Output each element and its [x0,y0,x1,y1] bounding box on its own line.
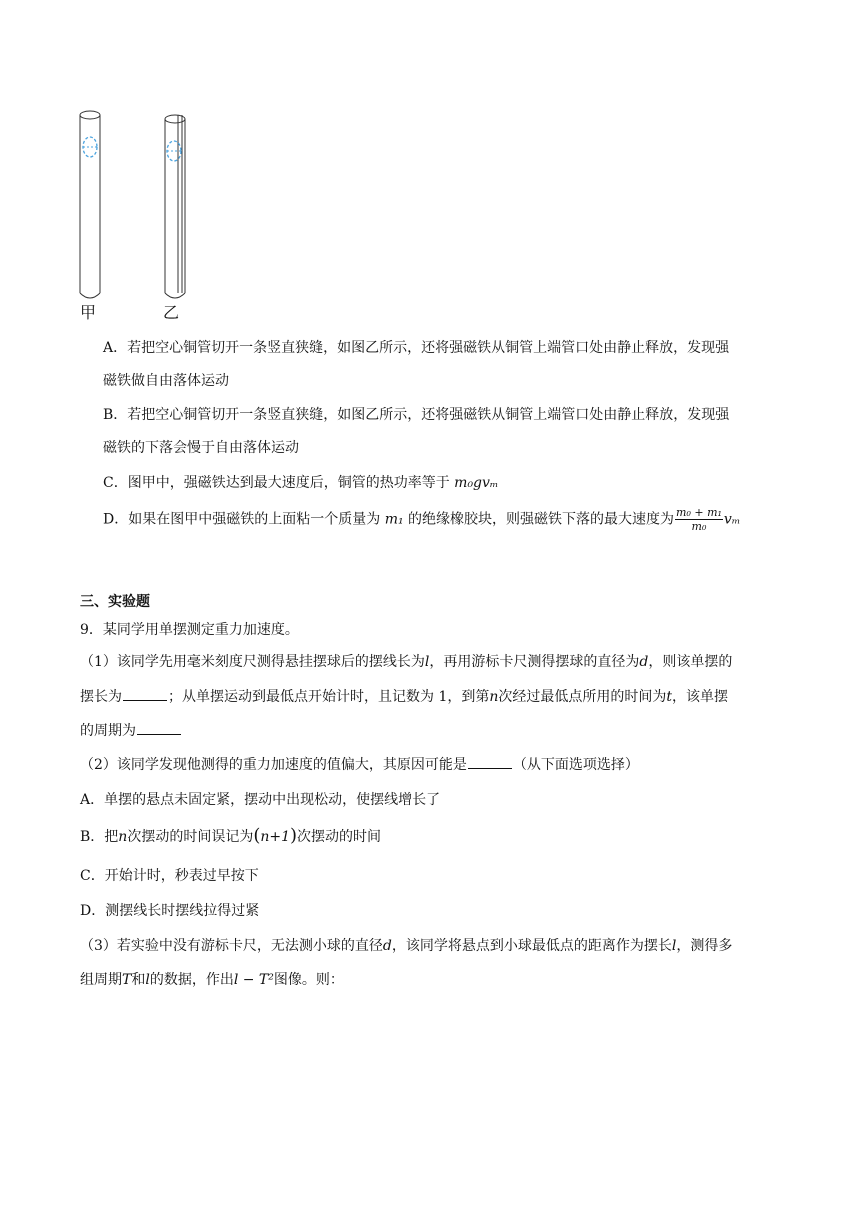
answer-blank[interactable] [137,720,181,735]
math-n-plus-1: n+1 [260,829,291,845]
var-l: l [671,938,677,954]
q9-p1-text: ，再用游标卡尺测得摆球的直径为 [429,654,640,670]
q9-p1-text: 摆长为 [80,689,122,705]
q9-part3-line2 [80,970,344,990]
tube-jia-figure [70,105,120,305]
q9-p2-text: （2）该同学发现他测得的重力加速度的值偏大，其原因可能是 [80,757,467,773]
magnet-icon [83,137,97,157]
option-c-text: C．图甲中，强磁铁达到最大速度后，铜管的热功率等于 [103,475,450,491]
magnet-icon [167,141,181,161]
q9-p3-text: ，测得多 [676,938,733,954]
option-d [103,506,740,533]
q9-p3-text: （3）若实验中没有游标卡尺，无法测小球的直径 [80,938,383,954]
q9-p1-text: ，则该单摆的 [648,654,733,670]
q9-part1-line1 [80,652,732,672]
option-d-pre: D．如果在图甲中强磁铁的上面粘一个质量为 [103,511,381,528]
var-l: l [424,654,430,670]
paren-right: ) [290,825,298,846]
q9-option-b [80,826,381,847]
figure-label-yi: 乙 [163,303,180,322]
var-n: n [489,689,499,705]
q9-part1-line2 [80,686,728,707]
figure-label-jia: 甲 [80,303,97,322]
q9-p2-text: （从下面选项选择） [512,757,639,773]
q9-p1-text: ；从单摆运动到最低点开始计时，且记数为 1，到第 [168,689,490,705]
q9-optb-text: 次摆动的时间误记为 [127,829,254,845]
q9-option-a: A．单摆的悬点未固定紧，摆动中出现松动，使摆线增长了 [80,792,441,808]
answer-blank[interactable] [468,754,512,769]
option-d-mid: 的绝缘橡胶块，则强磁铁下落的最大速度为 [408,511,675,528]
option-c [103,473,499,493]
fraction-denominator: m₀ [691,520,707,533]
q9-part1-line3 [80,720,182,741]
q9-part2 [80,754,639,775]
q9-p1-text: （1）该同学先用毫米刻度尺测得悬挂摆球后的摆线长为 [80,654,425,670]
q9-p3-text: 和 [131,972,146,988]
q9-p1-text: ，该单摆 [672,689,729,705]
var-l: l [145,972,150,988]
q9-p3-text: ，该同学将悬点到小球最低点的距离作为摆长 [391,938,672,954]
q9-option-d: D．测摆线长时摆线拉得过紧 [80,903,260,919]
answer-blank[interactable] [123,686,167,701]
var-d: d [382,938,392,954]
option-b-line2: 磁铁的下落会慢于自由落体运动 [103,440,299,456]
option-d-v: vₘ [723,511,741,528]
q9-stem: 9．某同学用单摆测定重力加速度。 [80,622,299,638]
fraction-numerator: m₀ + m₁ [676,506,722,519]
tube-yi-figure [155,105,205,305]
q9-p1-text: 次经过最低点所用的时间为 [498,689,667,705]
q9-p3-text: 的数据，作出 [149,972,234,988]
section-title: 三、实验题 [80,594,150,610]
q9-p3-text: 组周期 [80,972,122,988]
q9-optb-text: B．把 [80,829,119,845]
q9-p3-text: 图像。则： [273,972,344,988]
option-a-line2: 磁铁做自由落体运动 [103,373,229,389]
q9-part3-line1 [80,936,732,956]
q9-p1-text: 的周期为 [80,723,136,739]
paren-left: ( [253,825,261,846]
var-t: t [666,689,673,705]
var-T: T [122,972,132,988]
q9-optb-text: 次摆动的时间 [297,829,382,845]
option-b-line1: B．若把空心铜管切开一条竖直狭缝，如图乙所示，还将强磁铁从铜管上端管口处由静止释放，发现强 [103,407,730,423]
option-c-math: m₀gvₘ [454,475,499,491]
var-d: d [639,654,649,670]
q9-option-c: C．开始计时，秒表过早按下 [80,868,259,884]
option-a-line1: A．若把空心铜管切开一条竖直狭缝，如图乙所示，还将强磁铁从铜管上端管口处由静止释放，发现强 [103,340,730,356]
option-d-fraction [675,506,723,533]
option-d-m1: m₁ [384,511,404,528]
math-l-t2: l − T² [233,972,274,988]
var-n: n [118,829,128,845]
